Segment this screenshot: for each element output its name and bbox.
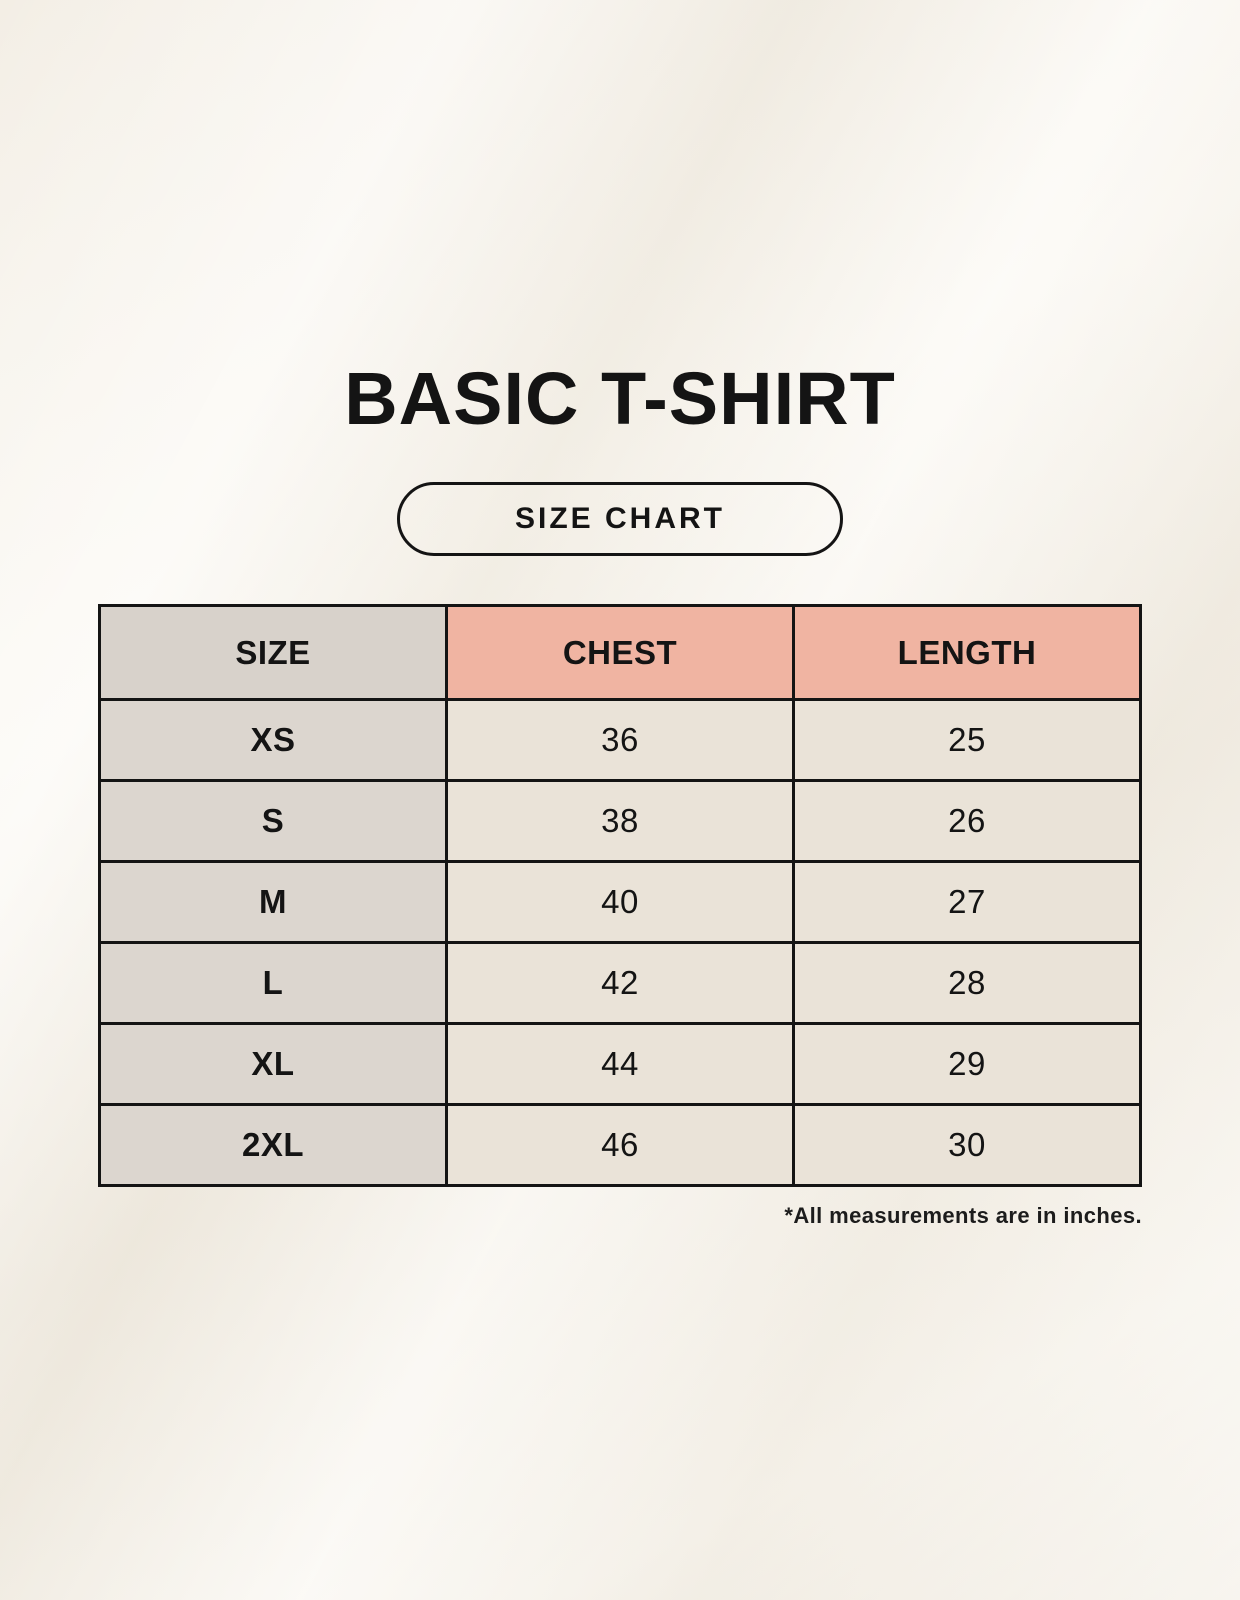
length-value: 29: [794, 1024, 1141, 1105]
table-row: [100, 1024, 1141, 1105]
size-label: M: [100, 862, 447, 943]
table-header-row: [100, 606, 1141, 700]
chest-value: 38: [447, 781, 794, 862]
length-value: 25: [794, 700, 1141, 781]
chest-value: 40: [447, 862, 794, 943]
size-table: [98, 604, 1142, 1187]
table-row: [100, 862, 1141, 943]
chest-value: 36: [447, 700, 794, 781]
size-label: S: [100, 781, 447, 862]
size-chart-badge-label: SIZE CHART: [515, 502, 725, 535]
chest-value: 42: [447, 943, 794, 1024]
length-value: 26: [794, 781, 1141, 862]
header-cell-length: LENGTH: [794, 606, 1141, 700]
length-value: 28: [794, 943, 1141, 1024]
table-row: [100, 700, 1141, 781]
header-cell-chest: CHEST: [447, 606, 794, 700]
size-label: XS: [100, 700, 447, 781]
header-cell-size: SIZE: [100, 606, 447, 700]
length-value: 27: [794, 862, 1141, 943]
measurement-note: *All measurements are in inches.: [784, 1203, 1142, 1228]
size-label: 2XL: [100, 1105, 447, 1186]
length-value: 30: [794, 1105, 1141, 1186]
product-title: BASIC T-SHIRT: [344, 357, 896, 440]
table-row: [100, 781, 1141, 862]
table-row: [100, 1105, 1141, 1186]
chest-value: 44: [447, 1024, 794, 1105]
chest-value: 46: [447, 1105, 794, 1186]
size-label: XL: [100, 1024, 447, 1105]
size-label: L: [100, 943, 447, 1024]
table-row: [100, 943, 1141, 1024]
size-chart-badge: [397, 482, 843, 556]
